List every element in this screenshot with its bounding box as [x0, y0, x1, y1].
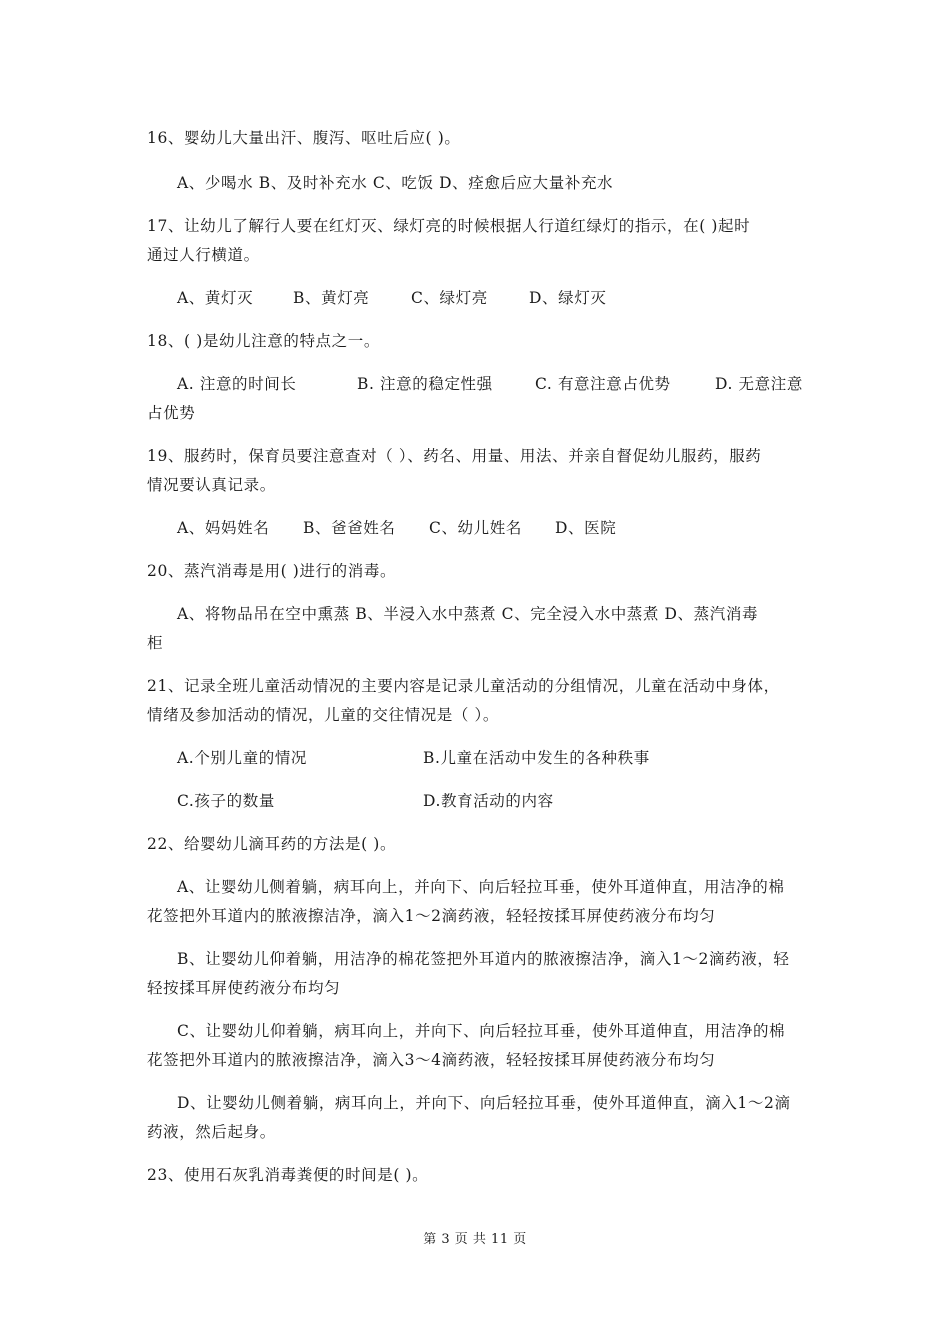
- question-22-option-d-line1: D、让婴幼儿侧着躺，病耳向上，并向下、向后轻拉耳垂，使外耳道伸直，滴入1～2滴: [177, 1094, 791, 1112]
- question-16-stem: 16、婴幼儿大量出汗、腹泻、呕吐后应( )。: [147, 129, 461, 147]
- question-22-option-a-line2: 花签把外耳道内的脓液擦洁净，滴入1～2滴药液，轻轻按揉耳屏使药液分布均匀: [147, 907, 716, 925]
- question-19-stem-line1: 19、服药时，保育员要注意查对（ ）、药名、用量、用法、并亲自督促幼儿服药，服药: [147, 447, 762, 465]
- question-22-option-b-line2: 轻按揉耳屏使药液分布均匀: [147, 979, 341, 997]
- question-21-option-c: C.孩子的数量: [177, 792, 275, 810]
- question-19-option-d: D、医院: [555, 519, 617, 537]
- question-22-option-c-line2: 花签把外耳道内的脓液擦洁净，滴入3～4滴药液，轻轻按揉耳屏使药液分布均匀: [147, 1051, 716, 1069]
- question-17-option-a: A、黄灯灭: [177, 289, 254, 307]
- question-23-stem: 23、使用石灰乳消毒粪便的时间是( )。: [147, 1166, 429, 1184]
- question-18-option-c: C. 有意注意占优势: [535, 375, 671, 393]
- question-17-option-c: C、绿灯亮: [411, 289, 488, 307]
- question-19-stem-line2: 情况要认真记录。: [147, 476, 276, 494]
- question-20-options-line1: A、将物品吊在空中熏蒸 B、半浸入水中蒸煮 C、完全浸入水中蒸煮 D、蒸汽消毒: [177, 605, 759, 623]
- question-18-stem: 18、( )是幼儿注意的特点之一。: [147, 332, 380, 350]
- question-22-stem: 22、给婴幼儿滴耳药的方法是( )。: [147, 835, 397, 853]
- question-16-options: A、少喝水 B、及时补充水 C、吃饭 D、痊愈后应大量补充水: [177, 174, 614, 192]
- question-21-stem-line1: 21、记录全班儿童活动情况的主要内容是记录儿童活动的分组情况，儿童在活动中身体，: [147, 677, 780, 695]
- question-21-option-b: B.儿童在活动中发生的各种秩事: [423, 749, 650, 767]
- question-17-stem-line2: 通过人行横道。: [147, 246, 260, 264]
- question-17-option-d: D、绿灯灭: [529, 289, 607, 307]
- question-22-option-b-line1: B、让婴幼儿仰着躺，用洁净的棉花签把外耳道内的脓液擦洁净，滴入1～2滴药液，轻: [177, 950, 790, 968]
- question-21-stem-line2: 情绪及参加活动的情况，儿童的交往情况是（ ）。: [147, 706, 499, 724]
- question-18-option-a: A. 注意的时间长: [177, 375, 297, 393]
- question-19-option-c: C、幼儿姓名: [429, 519, 522, 537]
- question-22-option-d-line2: 药液，然后起身。: [147, 1123, 276, 1141]
- question-19-option-a: A、妈妈姓名: [177, 519, 270, 537]
- question-19-option-b: B、爸爸姓名: [303, 519, 396, 537]
- question-18-option-b: B. 注意的稳定性强: [357, 375, 493, 393]
- page-number-footer: 第 3 页 共 11 页: [423, 1232, 527, 1247]
- question-20-stem: 20、蒸汽消毒是用( )进行的消毒。: [147, 562, 397, 580]
- question-17-option-b: B、黄灯亮: [293, 289, 370, 307]
- question-17-stem-line1: 17、让幼儿了解行人要在红灯灭、绿灯亮的时候根据人行道红绿灯的指示，在( )起时: [147, 217, 751, 235]
- question-20-options-line2: 柜: [147, 634, 164, 652]
- question-22-option-c-line1: C、让婴幼儿仰着躺，病耳向上，并向下、向后轻拉耳垂，使外耳道伸直，用洁净的棉: [177, 1022, 786, 1040]
- question-21-option-a: A.个别儿童的情况: [177, 749, 308, 767]
- question-22-option-a-line1: A、让婴幼儿侧着躺，病耳向上，并向下、向后轻拉耳垂，使外耳道伸直，用洁净的棉: [177, 878, 785, 896]
- question-21-option-d: D.教育活动的内容: [423, 792, 554, 810]
- question-18-option-d-continued: 占优势: [147, 404, 196, 422]
- question-18-option-d: D. 无意注意: [715, 375, 803, 393]
